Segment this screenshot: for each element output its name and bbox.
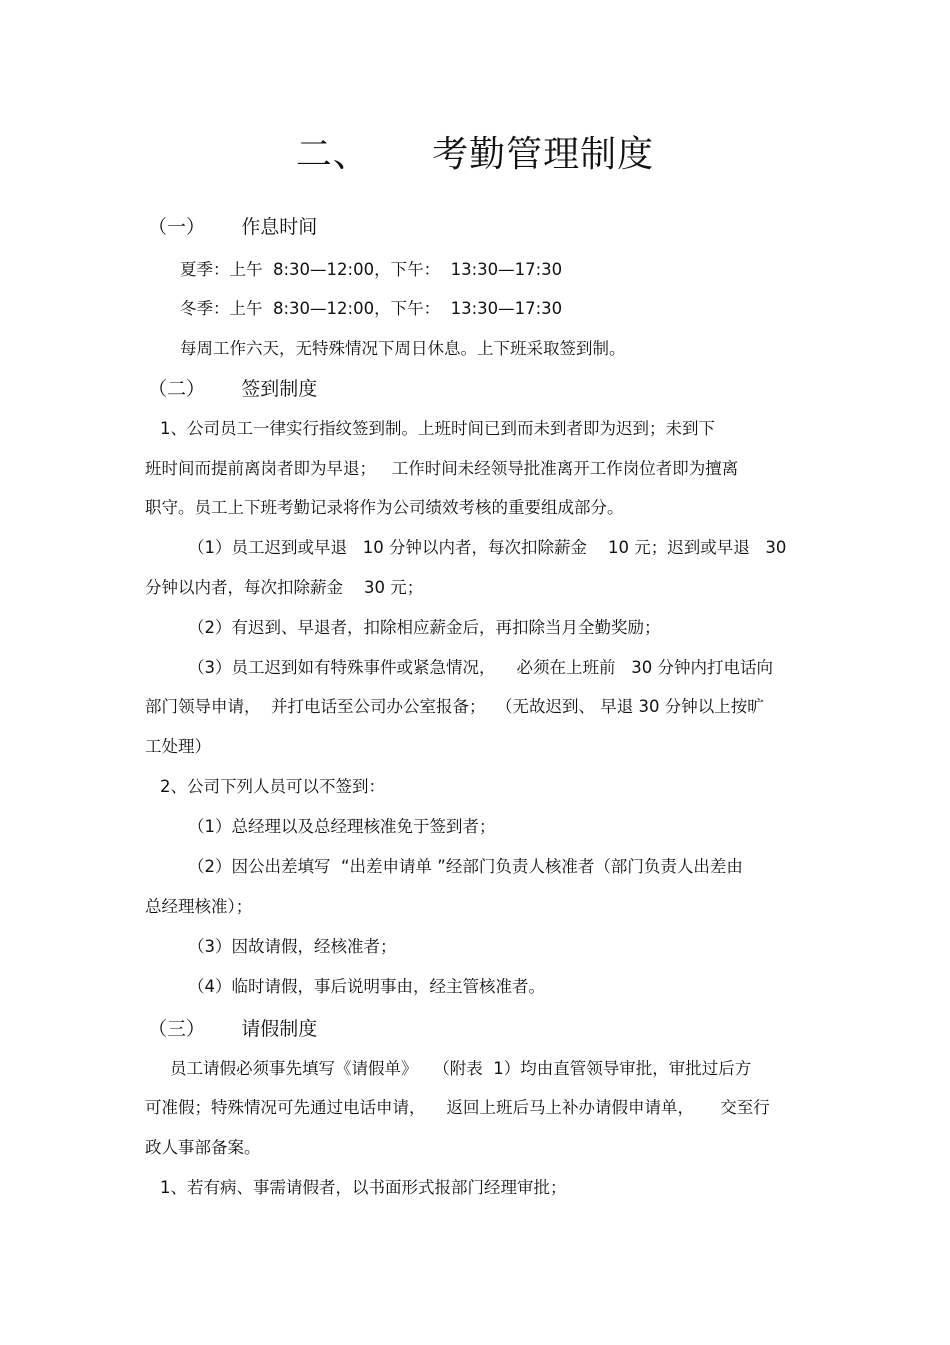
- paragraph-line: 可准假；特殊情况可先通过电话申请， 返回上班后马上补办请假申请单， 交至行: [145, 1098, 770, 1117]
- section-heading-leave: （三） 请假制度: [148, 1018, 318, 1040]
- paragraph-line: 职守。员工上下班考勤记录将作为公司绩效考核的重要组成部分。: [145, 498, 624, 517]
- paragraph-line: （2）有迟到、早退者，扣除相应薪金后，再扣除当月全勤奖励；: [188, 618, 661, 637]
- paragraph-line: （1）员工迟到或早退 10 分钟以内者，每次扣除薪金 10 元；迟到或早退 30: [188, 538, 787, 557]
- paragraph-line: 1、公司员工一律实行指纹签到制。上班时间已到而未到者即为迟到；未到下: [160, 419, 715, 438]
- paragraph-line: 2、公司下列人员可以不签到：: [160, 777, 385, 796]
- paragraph-line: 总经理核准）；: [145, 897, 253, 916]
- paragraph-line: （3）因故请假，经核准者；: [188, 937, 397, 956]
- section-heading-sign-in: （二） 签到制度: [148, 378, 318, 400]
- paragraph-line: 员工请假必须事先填写《请假单》 （附表 1）均由直管领导审批，审批过后方: [170, 1059, 752, 1078]
- paragraph-line: 政人事部备案。: [145, 1138, 261, 1157]
- weekly-schedule: 每周工作六天，无特殊情况下周日休息。上下班采取签到制。: [180, 339, 626, 358]
- paragraph-line: 班时间而提前离岗者即为早退； 工作时间未经领导批准离开工作岗位者即为擅离: [145, 459, 739, 478]
- paragraph-line: 工处理）: [145, 737, 211, 756]
- page-title: 二、 考勤管理制度: [295, 134, 655, 175]
- paragraph-line: （3）员工迟到如有特殊事件或紧急情况， 必须在上班前 30 分钟内打电话向: [188, 658, 773, 677]
- paragraph-line: （4）临时请假，事后说明事由，经主管核准者。: [188, 977, 545, 996]
- paragraph-line: 部门领导申请， 并打电话至公司办公室报备； （无故迟到、 早退 30 分钟以上按旷: [145, 697, 764, 716]
- paragraph-line: （1）总经理以及总经理核准免于签到者；: [188, 817, 496, 836]
- section-heading-work-hours: （一） 作息时间: [148, 216, 318, 238]
- paragraph-line: （2）因公出差填写 “出差申请单 ”经部门负责人核准者（部门负责人出差由: [188, 857, 743, 876]
- winter-hours: 冬季：上午 8:30—12:00，下午： 13:30—17:30: [180, 299, 563, 318]
- paragraph-line: 分钟以内者，每次扣除薪金 30 元；: [145, 578, 424, 597]
- summer-hours: 夏季：上午 8:30—12:00，下午： 13:30—17:30: [180, 260, 563, 279]
- paragraph-line: 1、若有病、事需请假者，以书面形式报部门经理审批；: [160, 1178, 567, 1197]
